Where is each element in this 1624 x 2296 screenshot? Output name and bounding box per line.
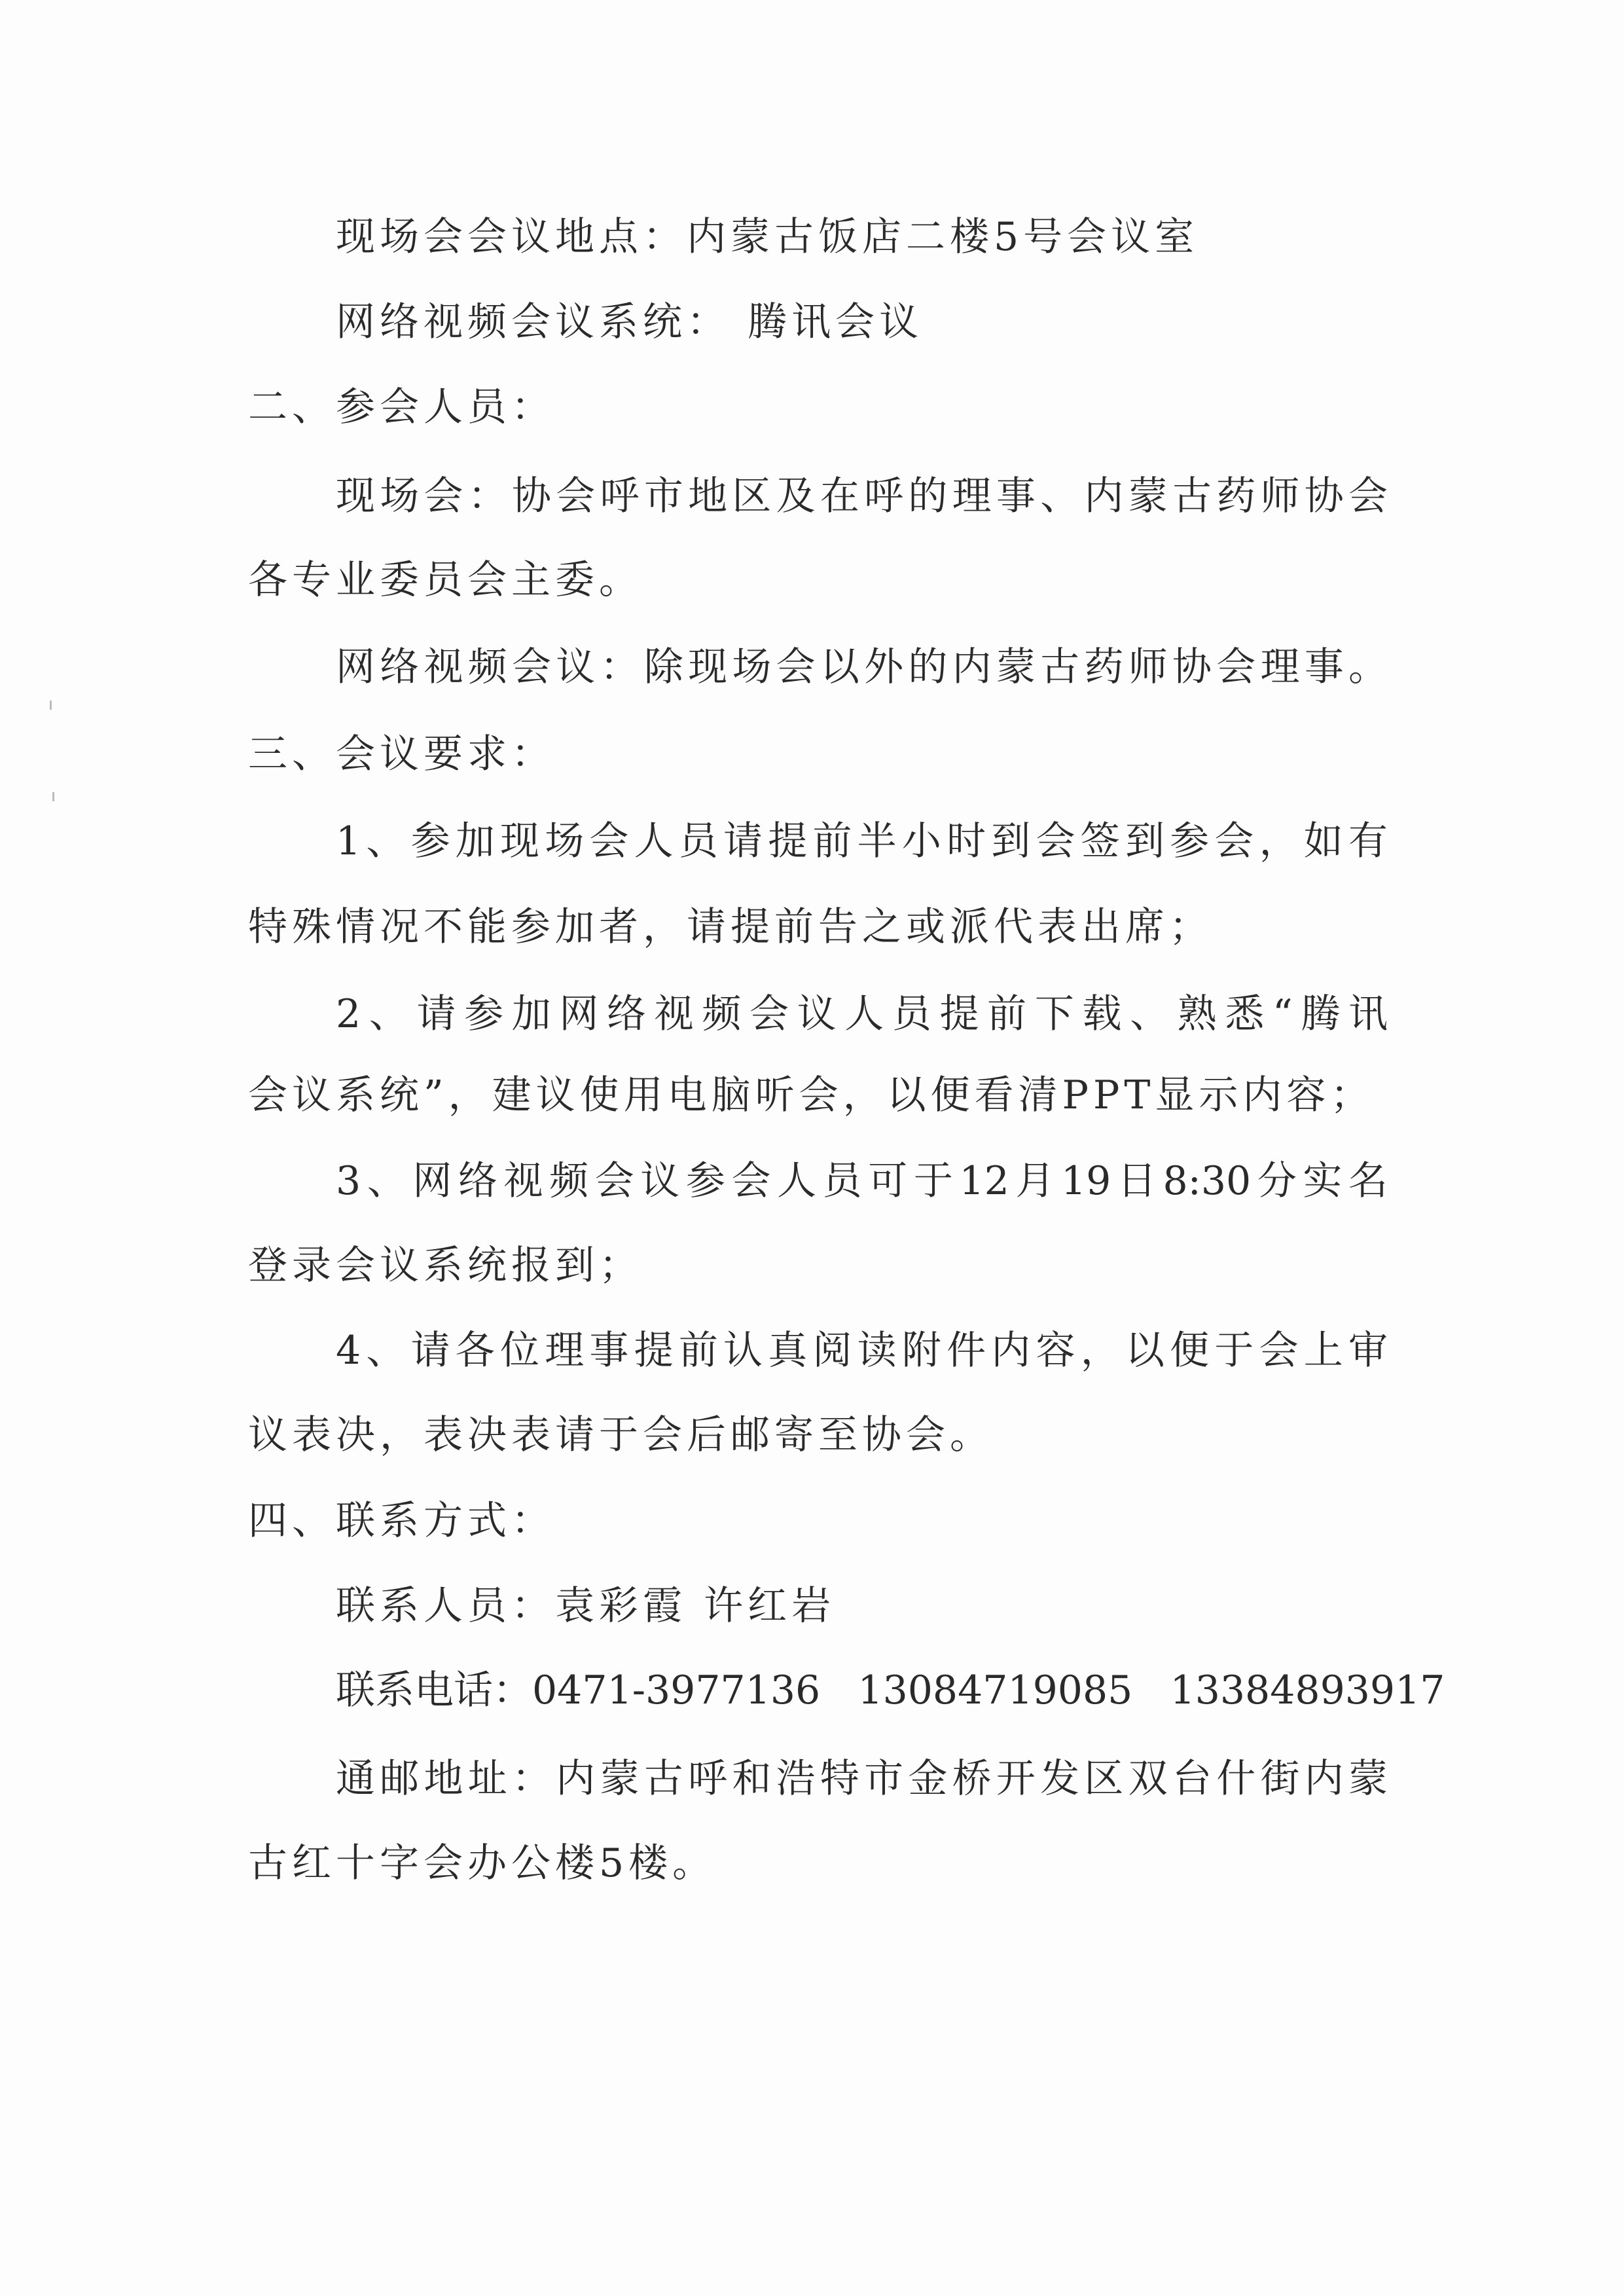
requirement-1: 1、参加现场会人员请提前半小时到会签到参会，如有 — [336, 818, 1388, 864]
requirement-4-cont: 议表决，表决表请于会后邮寄至协会。 — [248, 1412, 994, 1458]
section-heading-contact: 四、联系方式： — [248, 1498, 555, 1544]
onsite-attendees-line: 现场会：协会呼市地区及在呼的理事、内蒙古药师协会 — [336, 473, 1388, 519]
venue-line: 现场会会议地点：内蒙古饭店二楼5号会议室 — [336, 214, 1199, 260]
requirement-3-cont: 登录会议系统报到； — [248, 1243, 643, 1288]
section-heading-requirements: 三、会议要求： — [248, 731, 555, 777]
scan-speck — [52, 792, 54, 801]
requirement-2: 2、请参加网络视频会议人员提前下载、熟悉“腾讯 — [336, 991, 1388, 1037]
requirement-4: 4、请各位理事提前认真阅读附件内容，以便于会上审 — [336, 1328, 1388, 1374]
online-attendees-line: 网络视频会议：除现场会以外的内蒙古药师协会理事。 — [336, 644, 1388, 690]
onsite-attendees-line-cont: 各专业委员会主委。 — [248, 557, 643, 603]
mailing-address-cont: 古红十字会办公楼5楼。 — [248, 1840, 717, 1886]
requirement-3: 3、网络视频会议参会人员可于12月19日8:30分实名 — [336, 1158, 1388, 1204]
mailing-address: 通邮地址：内蒙古呼和浩特市金桥开发区双台什街内蒙 — [336, 1756, 1388, 1802]
requirement-2-cont: 会议系统”，建议使用电脑听会，以便看清PPT显示内容； — [248, 1072, 1375, 1118]
contact-phones: 联系电话：0471-3977136 13084719085 13384893917 — [336, 1667, 1445, 1713]
requirement-1-cont: 特殊情况不能参加者，请提前告之或派代表出席； — [248, 904, 1213, 950]
contact-persons: 联系人员：袁彩霞 许红岩 — [336, 1583, 836, 1629]
scan-speck — [50, 701, 52, 710]
video-system-line: 网络视频会议系统： 腾讯会议 — [336, 299, 924, 345]
section-heading-attendees: 二、参会人员： — [248, 384, 555, 430]
